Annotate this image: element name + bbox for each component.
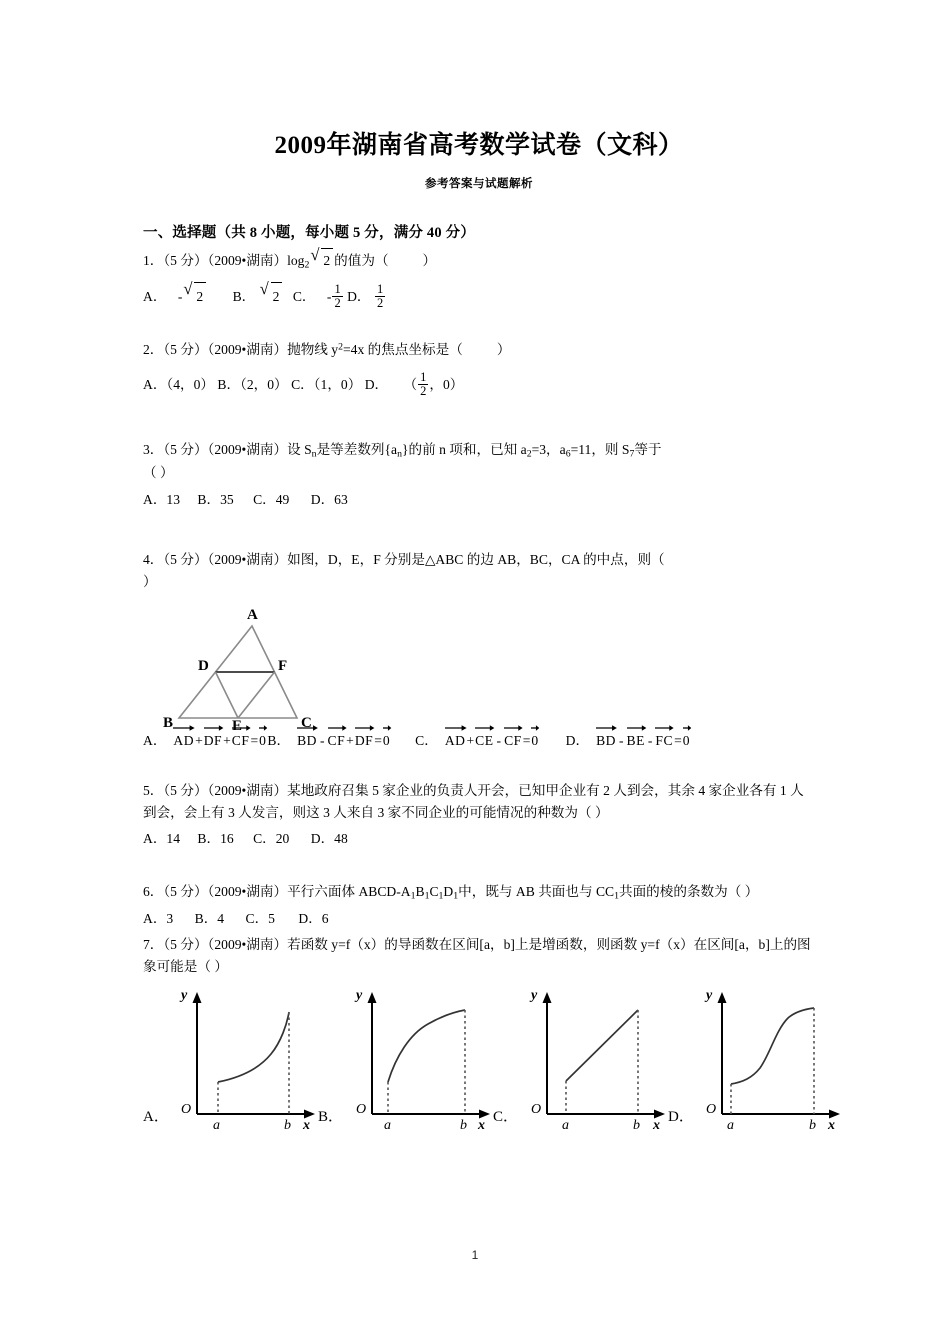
question-6-options	[143, 906, 815, 932]
page-number: 1	[471, 1248, 479, 1262]
option-1-d-label: D．	[347, 288, 371, 304]
question-3-marks: （5 分）	[163, 441, 208, 457]
question-4-marks: （5 分）	[163, 552, 208, 568]
question-4-number: 4．	[143, 552, 164, 568]
radical-expression	[183, 278, 206, 310]
y-axis-arrow	[368, 992, 377, 1003]
vector-arrow-icon	[204, 725, 223, 731]
graph-b-label: B．	[318, 1108, 344, 1125]
question-3-number: 3．	[143, 441, 164, 457]
graph-c-label: C．	[493, 1108, 519, 1125]
question-1-stem-post: 的值为（	[334, 253, 389, 268]
graph-d-origin-label: O	[706, 1101, 717, 1117]
graph-d-label: D．	[668, 1108, 694, 1125]
radicand: 2	[321, 248, 333, 272]
question-4-stem-close: ）	[143, 574, 157, 590]
graph-b	[338, 986, 493, 1133]
option-1-a-label: A．	[143, 288, 167, 304]
question-7-stem-text: 若函数 y=f（x）的导函数在区间[a，b]上是增函数，则函数 y=f（x）在区间[a，b]上的图象可能是（ ）	[143, 936, 811, 974]
vector-ad: AD	[173, 724, 194, 756]
option-3-a: A．13	[143, 492, 181, 508]
option-1-b-label: B．	[232, 288, 256, 304]
graph-d-curve	[731, 1008, 814, 1084]
graph-a-label: A．	[143, 1108, 169, 1125]
option-5-d: D．48	[310, 830, 348, 846]
question-2-source: （2009•湖南）	[207, 341, 288, 357]
option-4-a-label: A．	[143, 733, 167, 749]
vertex-label-b: B	[163, 715, 174, 732]
question-3-stem: 3．（5 分）（2009•湖南）设 $S_n$是等差数列$\{a_n\}$的前 n 项和，已知 $a_2=3$，$a_6=11$，则 $S_7$等于 （ ）	[143, 441, 662, 481]
page-subtitle: 参考答案与试题解析	[425, 178, 533, 190]
radicand: 2	[271, 282, 283, 310]
vector-bd: BD	[596, 724, 616, 756]
triangle-figure-q4	[157, 600, 815, 735]
graph-a	[163, 986, 318, 1133]
question-4-options: A． AD+ DF+ CF= 0B． BD - CF+ DF= 0 C． AD+ CE - CF= 0 D． BD - BE - FC= 0	[143, 724, 815, 756]
question-1-stem-pre: log	[287, 253, 305, 268]
question-1-stem-close: ）	[422, 253, 437, 268]
question-4-source: （2009•湖南）	[207, 552, 288, 568]
question-3-source: （2009•湖南）	[207, 441, 288, 457]
graph-c-origin-label: O	[531, 1101, 542, 1117]
graph-d-x-label: x	[828, 1117, 835, 1133]
option-5-a: A．14	[143, 830, 181, 846]
vector-arrow-icon	[596, 725, 617, 731]
graph-a-tick-b: b	[284, 1117, 291, 1133]
y-axis-arrow	[543, 992, 552, 1003]
question-7-marks: （5 分）	[163, 936, 208, 952]
question-1-stem-sub: 2	[304, 259, 310, 271]
graph-c	[513, 986, 668, 1133]
vector-cf: CF	[328, 724, 346, 756]
option-2-a-label: A．	[143, 376, 167, 392]
vector-fc: FC	[655, 724, 673, 756]
question-6-source: （2009•湖南）	[207, 883, 288, 899]
graph-c-svg	[513, 986, 668, 1133]
vector-arrow-icon	[355, 725, 374, 731]
triangle-diagram-svg	[157, 600, 347, 735]
question-1-stem	[143, 245, 815, 274]
radical-sign: √	[259, 278, 269, 298]
vector-be: BE	[627, 724, 645, 756]
question-7-stem	[143, 934, 815, 978]
vector-zero: 0	[383, 724, 390, 756]
vector-arrow-icon	[627, 725, 646, 731]
fraction	[375, 283, 385, 310]
question-3-stem-close: （ ）	[143, 465, 174, 481]
graph-a-svg	[163, 986, 318, 1133]
question-5-marks: （5 分）	[163, 782, 208, 798]
vector-ce: CE	[475, 724, 493, 756]
midpoint-label-e: E	[232, 718, 243, 735]
option-2-d-value: （ $\frac{1}{2}$ ，0）	[403, 369, 464, 398]
y-axis-arrow	[193, 992, 202, 1003]
option-6-b: B．4	[194, 911, 225, 927]
vector-cf: CF	[232, 724, 250, 756]
fraction	[418, 371, 428, 398]
radical-expression	[310, 245, 333, 272]
option-6-d: D．6	[298, 911, 329, 927]
question-6-number: 6．	[143, 883, 164, 899]
vector-arrow-icon	[531, 725, 539, 731]
question-5-stem-text: 某地政府召集 5 家企业的负责人开会，已知甲企业有 2 人到会，其余 4 家企业各有 1 人到会，会上有 3 人发言，则这 3 人来自 3 家不同企业的可能情况的种数为（ ）	[143, 782, 804, 820]
graph-b-tick-b: b	[460, 1117, 467, 1133]
question-1-source: （2009•湖南）	[207, 253, 288, 268]
question-2-marks: （5 分）	[163, 341, 208, 357]
question-5-number: 5．	[143, 782, 164, 798]
question-2-stem-pre: 抛物线 y	[287, 341, 339, 357]
question-4-stem-text: 如图，D，E，F 分别是△ABC 的边 AB，BC，CA 的中点，则（	[287, 552, 665, 568]
graph-a-y-label: y	[181, 987, 188, 1003]
vertex-label-a: A	[247, 607, 258, 624]
vector-arrow-icon	[328, 725, 347, 731]
option-1-b-value	[259, 278, 284, 304]
vector-arrow-icon	[383, 725, 391, 731]
option-3-d: D．63	[310, 492, 348, 508]
vertex-label-c: C	[301, 715, 312, 732]
question-2-options	[143, 371, 815, 398]
vector-arrow-icon	[259, 725, 267, 731]
option-2-c-label: C．	[291, 376, 314, 392]
question-6-stem: 6．（5 分）（2009•湖南）平行六面体 $ABCD‑A_1B_1C_1D_1$中，既与 AB 共面也与 $CC_1$共面的棱的条数为（ ）	[143, 883, 759, 902]
fraction	[332, 283, 342, 310]
fraction-numerator: 1	[420, 369, 427, 384]
vector-df: DF	[355, 724, 373, 756]
question-7-number: 7．	[143, 936, 164, 952]
radical-sign: √	[310, 245, 320, 264]
question-5-stem	[143, 780, 815, 824]
graph-a-origin-label: O	[181, 1101, 192, 1117]
graph-c-y-label: y	[531, 987, 538, 1003]
midpoint-label-d: D	[198, 658, 209, 675]
question-7-source: （2009•湖南）	[207, 936, 288, 952]
page-title: 2009年湖南省高考数学试卷（文科）	[274, 132, 684, 159]
question-2-stem-close: ）	[496, 341, 511, 357]
question-5-options	[143, 826, 815, 852]
question-1-marks: （5 分）	[163, 253, 208, 268]
option-2-b-value: （2，0）	[240, 376, 288, 392]
question-5-source: （2009•湖南）	[207, 782, 288, 798]
vector-cf: CF	[504, 724, 522, 756]
option-1-d-value	[374, 281, 386, 310]
question-6-marks: （5 分）	[163, 883, 208, 899]
graph-b-x-label: x	[478, 1117, 485, 1133]
question-2-stem-sup: 2	[338, 340, 343, 352]
vector-arrow-icon	[297, 725, 318, 731]
graph-a-x-label: x	[303, 1117, 310, 1133]
question-2-stem	[143, 339, 815, 361]
radical-expression	[259, 278, 283, 310]
vector-arrow-icon	[475, 725, 494, 731]
vector-arrow-icon	[504, 725, 523, 731]
fraction-denominator: 2	[420, 383, 427, 398]
fraction-denominator: 2	[334, 295, 341, 310]
graph-d-y-label: y	[706, 987, 713, 1003]
graph-d-svg	[688, 986, 843, 1133]
vector-zero: 0	[683, 724, 690, 756]
fraction-denominator: 2	[376, 295, 384, 310]
fraction-numerator: 1	[334, 281, 341, 296]
option-4-d-label: D．	[565, 733, 590, 749]
option-6-a: A．3	[143, 911, 174, 927]
graph-b-tick-a: a	[384, 1117, 391, 1133]
midpoint-label-f: F	[278, 658, 288, 675]
graph-d-tick-a: a	[727, 1117, 734, 1133]
vector-zero: 0	[259, 724, 266, 756]
question-2-number: 2．	[143, 341, 164, 357]
option-4-b-label: B．	[267, 733, 291, 749]
segment-ef	[238, 672, 275, 718]
option-2-a-value: （4，0）	[166, 376, 214, 392]
option-3-b: B．35	[197, 492, 234, 508]
graph-c-tick-b: b	[633, 1117, 640, 1133]
y-axis-arrow	[718, 992, 727, 1003]
fraction-numerator: 1	[376, 281, 384, 296]
option-1-c-label: C．	[292, 288, 316, 304]
radicand: 2	[194, 282, 206, 310]
graph-c-tick-a: a	[562, 1117, 569, 1133]
question-1-options	[143, 278, 815, 310]
graph-a-curve	[218, 1012, 289, 1082]
vector-arrow-icon	[173, 725, 195, 731]
option-1-a-value: - √ 2	[170, 289, 207, 304]
option-2-b-label: B．	[217, 376, 241, 392]
radical-sign: √	[183, 278, 193, 298]
vector-arrow-icon	[655, 725, 674, 731]
option-2-c-value: （1，0）	[313, 376, 362, 392]
graph-b-origin-label: O	[356, 1101, 367, 1117]
vector-df: DF	[204, 724, 222, 756]
graph-a-tick-a: a	[213, 1117, 220, 1133]
vector-ad: AD	[445, 724, 466, 756]
graph-b-y-label: y	[356, 987, 363, 1003]
vector-arrow-icon	[445, 725, 467, 731]
option-3-c: C．49	[253, 492, 290, 508]
vector-arrow-icon	[232, 725, 251, 731]
section-heading: 一、选择题（共 8 小题，每小题 5 分，满分 40 分）	[143, 225, 476, 241]
option-2-d-label: D．	[364, 376, 389, 392]
option-1-c-value: - $\frac{1}{2}$	[326, 281, 341, 310]
page-content	[143, 0, 835, 1133]
vector-arrow-icon	[683, 725, 691, 731]
graph-b-svg	[338, 986, 493, 1133]
question-3-options	[143, 487, 815, 513]
question-2-stem-post: =4x 的焦点坐标是（	[342, 341, 463, 357]
option-5-c: C．20	[253, 830, 290, 846]
question-7-graphs	[143, 986, 835, 1133]
option-6-c: C．5	[245, 911, 275, 927]
graph-d	[688, 986, 843, 1133]
question-1-number: 1．	[143, 253, 164, 268]
vector-zero: 0	[531, 724, 538, 756]
vector-bd: BD	[297, 724, 317, 756]
option-4-c-label: C．	[415, 733, 438, 749]
segment-de	[216, 672, 239, 718]
graph-d-tick-b: b	[809, 1117, 816, 1133]
graph-c-line	[566, 1010, 638, 1081]
question-4-stem	[143, 549, 815, 593]
option-5-b: B．16	[197, 830, 234, 846]
graph-b-curve	[388, 1010, 465, 1082]
graph-c-x-label: x	[653, 1117, 660, 1133]
